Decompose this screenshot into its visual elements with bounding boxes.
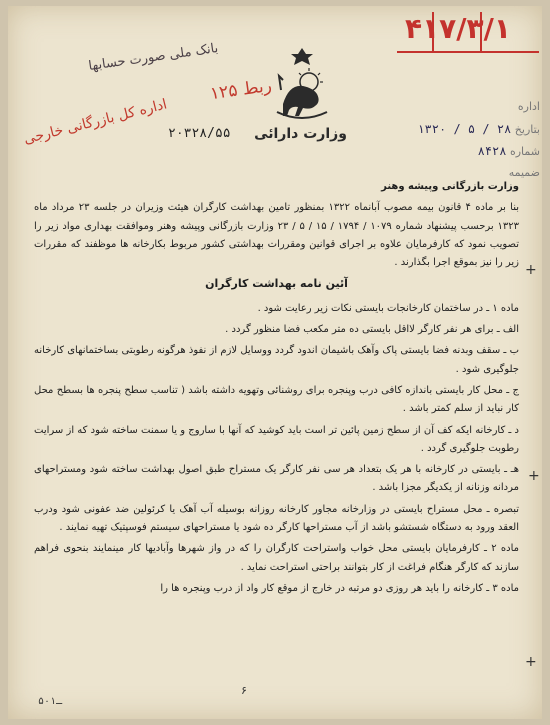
article-item: ماده ۱ ـ در ساختمان کارخانجات بایستی نکات زیر رعایت شود .	[257, 302, 519, 314]
article-item: ب ـ سقف وبدنه فضا بایستی پاک وآهک باشیمان اندود گردد ووسایل لازم از نفوذ هرگونه رطوبتی بساختمانهای کارخانه جلوگیری شود .	[34, 345, 519, 375]
letter-body	[34, 178, 519, 601]
article-item: الف ـ برای هر نفر کارگر لااقل بایستی ده متر مکعب فضا منظور گردد .	[225, 324, 519, 336]
article-item: ماده ۲ ـ کارفرمایان بایستی محل خواب واستراحت کارگران را که در واز شهرها وآبادیها کار مینمایند بنحوی فراهم سازند که کارگر هنگام فراغت از کار بتوانند براحتی استراحت نماید .	[34, 543, 519, 573]
red-registration-number	[393, 8, 542, 60]
number-value: ۸۴۲۸	[477, 144, 507, 158]
office-row	[370, 96, 540, 118]
date-value: ۲۸ / ۵ / ۱۳۲۰	[417, 122, 512, 136]
binder-hole-mark-icon: +	[525, 262, 537, 278]
handwritten-note-top: بانک ملی صورت حسابها	[87, 40, 220, 75]
handwritten-red-margin-note: اداره کل بازرگانی خارجی	[22, 96, 169, 148]
intro-paragraph: بنا بر ماده ۴ قانون بیمه مصوب آبانماه ۱۳۲۲ بمنظور تامین بهداشت کارگران هیئت وزیران در جلسه ۲۳ مرداد ماه ۱۳۲۳ برحسب پیشنهاد شماره ۱۰۷۹ / ۱۷۹۴ / ۱۵ / ۵ / ۲۳ وزارت بازرگانی وپیشه وهنر وموافقت بهداری مواد زیر را تصویب نمود که کارفرمایان علاوه بر اجرای قوانین ومقررات بهداشتی کشور مربوط بکارخانه ها موظفند که مقررات زیر را نیز بموقع اجرا بگذارند .	[34, 202, 520, 269]
form-code: ـ۵۰۱	[38, 696, 63, 707]
binder-hole-mark-icon: +	[525, 654, 537, 670]
page-mark: ۶	[241, 684, 247, 697]
regulation-title: آئین نامه بهداشت کارگران	[205, 277, 348, 291]
number-row	[370, 140, 540, 162]
red-number-text: ۴۱۷/۳/۱	[405, 12, 511, 45]
handwritten-red-reference: ربط ۱۲۵	[208, 75, 273, 105]
document-page	[8, 6, 542, 719]
article-item: هـ ـ بایستی در کارخانه با هر یک بتعداد هر سی نفر کارگر یک مستراح طبق اصول بهداشت ساخته شود ومستراحهای مردانه وزنانه از یکدیگر مجزا باشد .	[34, 464, 519, 494]
article-item: د ـ کارخانه ایکه کف آن از سطح زمین پائین تر است باید کوشید که آنها با ساروج و یا سمنت ساخته شود که از سرایت رطوبت جلوگیری گردد .	[34, 424, 519, 454]
attachment-label: ضمیمه	[508, 166, 540, 179]
date-label: بتاریخ	[514, 123, 540, 136]
ministry-name: وزارت دارائی	[254, 126, 347, 142]
letter-meta	[370, 96, 540, 184]
article-item: ج ـ محل کار بایستی باندازه کافی درب وپنجره برای روشنائی وتهویه داشته باشد ( تناسب سطح پنجره ها بسطح محل کار نباید از سلم کمتر باشد .	[34, 384, 519, 415]
binder-hole-mark-icon: +	[528, 468, 540, 484]
office-label: اداره	[517, 100, 540, 113]
addressee: وزارت بازرگانی وپیشه وهنر	[381, 181, 519, 192]
article-item: ماده ۳ ـ کارخانه را باید هر روزی دو مرتبه در خارج از موقع کار واد از درب وپنجره ها را	[160, 582, 519, 594]
lion-and-sun-emblem-icon	[273, 46, 331, 124]
outgoing-number: ۲۰۳۲۸/۵۵	[168, 126, 231, 141]
date-row	[370, 118, 540, 140]
number-label: شماره	[509, 145, 540, 158]
article-item: تبصره ـ محل مستراح بایستی در وزارخانه مجاور کارخانه روزانه بوسیله آب آهک یا کرئولین ضد عفونی شود ودرب العقد ورود به دستگاه شستشو باشد از آب مستراحها کارگر ده شود یا مستراحهای سیستم فوسپتیک تهیه نمایند .	[34, 503, 519, 534]
